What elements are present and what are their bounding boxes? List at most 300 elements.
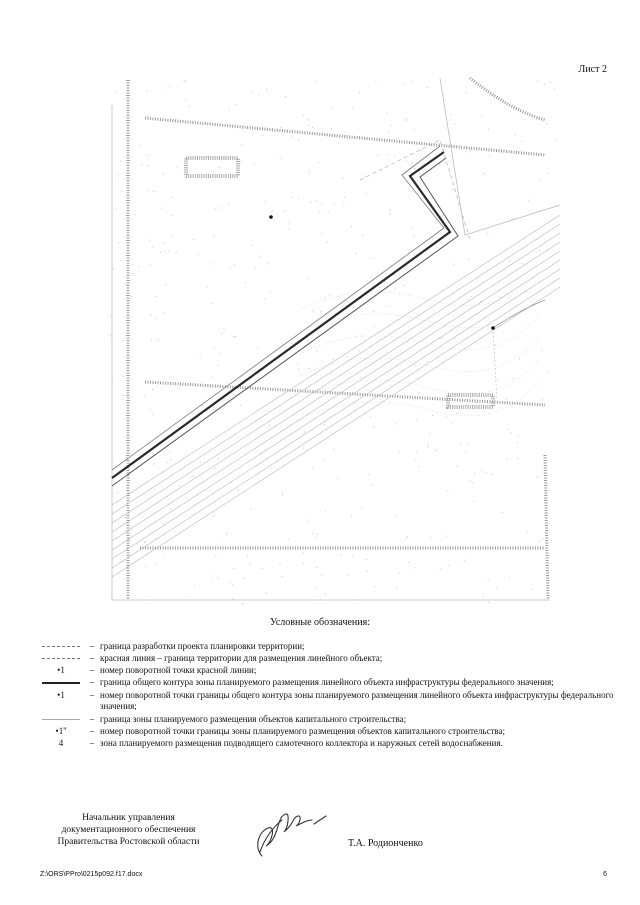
terrain-dot: [426, 87, 427, 88]
terrain-dot: [268, 263, 269, 264]
terrain-dot: [482, 596, 483, 597]
terrain-dot: [395, 515, 396, 516]
terrain-dot: [327, 242, 328, 243]
terrain-dot: [342, 178, 343, 179]
terrain-dot: [452, 189, 453, 190]
terrain-dot: [488, 602, 489, 603]
terrain-dot: [544, 83, 545, 84]
terrain-dot: [234, 265, 235, 266]
terrain-dot: [137, 469, 138, 470]
terrain-dot: [418, 392, 419, 393]
terrain-dot: [364, 176, 365, 177]
legend-dash: –: [89, 677, 95, 687]
solid-line-symbol: [38, 677, 84, 688]
terrain-dot: [185, 99, 186, 100]
terrain-dot: [155, 296, 156, 297]
terrain-dot: [398, 451, 399, 452]
terrain-dot: [291, 137, 292, 138]
position-line-2: документационного обеспечения: [61, 825, 196, 835]
terrain-dot: [228, 204, 229, 205]
terrain-dot: [324, 424, 325, 425]
terrain-dot: [506, 398, 507, 399]
terrain-dot: [200, 462, 201, 463]
terrain-dot: [164, 313, 165, 314]
terrain-dot: [386, 306, 387, 307]
terrain-dot: [138, 266, 139, 267]
terrain-dot: [176, 252, 177, 253]
terrain-dot: [153, 414, 154, 415]
terrain-dot: [555, 140, 556, 141]
legend-item: [38, 653, 618, 664]
terrain-dot: [416, 419, 417, 420]
terrain-dot: [121, 191, 122, 192]
terrain-dot: [288, 538, 289, 539]
terrain-dot: [539, 250, 540, 251]
terrain-dot: [125, 284, 126, 285]
terrain-dot: [354, 335, 355, 336]
terrain-dot: [206, 286, 207, 287]
territory-boundary: [440, 78, 560, 235]
terrain-dot: [430, 537, 431, 538]
terrain-dot: [362, 234, 363, 235]
terrain-dot: [366, 192, 367, 193]
terrain-dot: [347, 575, 348, 576]
dashed-line-symbol: [38, 653, 84, 664]
terrain-dot: [390, 210, 391, 211]
terrain-dot: [179, 485, 180, 486]
terrain-dot: [313, 467, 314, 468]
zone-boundary-line: [112, 287, 560, 577]
terrain-dot: [213, 235, 214, 236]
terrain-dot: [155, 563, 156, 564]
terrain-dot: [440, 569, 441, 570]
terrain-dot: [170, 508, 171, 509]
terrain-dot: [321, 233, 322, 234]
terrain-dot: [226, 533, 227, 534]
terrain-dot: [163, 242, 164, 243]
terrain-dot: [176, 167, 177, 168]
terrain-dot: [122, 399, 123, 400]
terrain-dot: [450, 114, 451, 115]
terrain-dot: [532, 589, 533, 590]
terrain-dot: [309, 368, 310, 369]
terrain-dot: [310, 202, 311, 203]
terrain-dot: [405, 538, 406, 539]
point-symbol-text: •1'': [55, 726, 67, 736]
terrain-dot: [340, 554, 341, 555]
terrain-dot: [307, 340, 308, 341]
terrain-dot: [303, 553, 304, 554]
terrain-dot: [474, 473, 475, 474]
terrain-dot: [471, 296, 472, 297]
road-band-middle: [145, 382, 545, 405]
terrain-dot: [473, 500, 474, 501]
terrain-dot: [155, 538, 156, 539]
terrain-dot: [321, 574, 322, 575]
terrain-dot: [436, 247, 437, 248]
terrain-dot: [158, 340, 159, 341]
terrain-dot: [109, 335, 110, 336]
terrain-dot: [508, 298, 509, 299]
terrain-dot: [508, 577, 509, 578]
terrain-dot: [316, 567, 317, 568]
terrain-dot: [247, 556, 248, 557]
terrain-dot: [270, 468, 271, 469]
terrain-dot: [233, 336, 234, 337]
legend-dash: –: [89, 665, 95, 675]
terrain-dot: [280, 157, 281, 158]
terrain-dot: [351, 226, 352, 227]
terrain-dot: [312, 533, 313, 534]
terrain-dot: [141, 164, 142, 165]
terrain-dot: [547, 123, 548, 124]
terrain-dot: [229, 110, 230, 111]
terrain-dot: [407, 341, 408, 342]
zone-boundary-line: [112, 215, 560, 505]
terrain-dot: [361, 507, 362, 508]
terrain-dot: [145, 396, 146, 397]
terrain-dot: [154, 464, 155, 465]
terrain-dot: [374, 586, 375, 587]
terrain-dot: [370, 258, 371, 259]
dashed-line-symbol: [38, 641, 84, 652]
terrain-dot: [362, 335, 363, 336]
terrain-dot: [308, 125, 309, 126]
terrain-dot: [347, 356, 348, 357]
terrain-dot: [211, 303, 212, 304]
footer-file-path: Z:\ORS\PPro\0215p092.f17.docx: [40, 871, 143, 878]
terrain-dot: [199, 356, 200, 357]
terrain-dot: [456, 413, 457, 414]
terrain-dot: [481, 470, 482, 471]
terrain-dot: [279, 564, 280, 565]
terrain-dot: [146, 90, 147, 91]
terrain-dot: [153, 191, 154, 192]
terrain-dot: [544, 499, 545, 500]
terrain-dot: [183, 80, 184, 81]
terrain-dot: [291, 343, 292, 344]
terrain-dot: [454, 123, 455, 124]
terrain-dot: [136, 543, 137, 544]
terrain-dot: [406, 160, 407, 161]
terrain-dot: [189, 106, 190, 107]
terrain-dot: [289, 222, 290, 223]
terrain-dot: [281, 576, 282, 577]
terrain-dot: [506, 458, 507, 459]
terrain-dot: [333, 448, 334, 449]
terrain-dot: [329, 295, 330, 296]
terrain-dot: [495, 345, 496, 346]
terrain-dot: [123, 375, 124, 376]
terrain-dot: [457, 466, 458, 467]
position-line-3: Правительства Ростовской области: [57, 837, 200, 847]
terrain-dot: [292, 197, 293, 198]
terrain-dot: [319, 211, 320, 212]
terrain-dot: [309, 345, 310, 346]
planned-zone-contour-offset: [112, 146, 444, 470]
legend-text: граница разработки проекта планировки территории;: [100, 641, 305, 651]
terrain-dot: [154, 488, 155, 489]
terrain-dot: [332, 107, 333, 108]
terrain-dot: [167, 462, 168, 463]
terrain-dot: [235, 104, 236, 105]
terrain-dot: [164, 551, 165, 552]
terrain-dot: [539, 179, 540, 180]
terrain-dot: [146, 155, 147, 156]
terrain-dot: [285, 96, 286, 97]
terrain-dot: [454, 338, 455, 339]
legend-dash: –: [89, 714, 95, 724]
terrain-dot: [214, 468, 215, 469]
terrain-dot: [148, 190, 149, 191]
terrain-dot: [218, 577, 219, 578]
terrain-dot: [221, 207, 222, 208]
terrain-dot: [408, 562, 409, 563]
terrain-dot: [145, 541, 146, 542]
terrain-dot: [316, 587, 317, 588]
terrain-dot: [379, 287, 380, 288]
terrain-dot: [148, 165, 149, 166]
terrain-dot: [510, 432, 511, 433]
terrain-dot: [394, 156, 395, 157]
legend-text: номер поворотной точки границы общего контура зоны планируемого размещения линейного объекта инфраструктуры федерального значения;: [100, 690, 614, 711]
terrain-dot: [323, 460, 324, 461]
terrain-dot: [280, 127, 281, 128]
terrain-dot: [161, 207, 162, 208]
point-symbol-text: •1: [57, 690, 65, 700]
sheet-label: Лист 2: [578, 64, 607, 75]
terrain-dot: [219, 353, 220, 354]
terrain-dot: [542, 399, 543, 400]
terrain-dot: [244, 578, 245, 579]
terrain-dot: [489, 156, 490, 157]
legend-item: [38, 665, 618, 676]
terrain-dot: [150, 265, 151, 266]
terrain-dot: [451, 422, 452, 423]
terrain-dot: [432, 415, 433, 416]
contour-line: [300, 336, 540, 376]
terrain-dot: [277, 214, 278, 215]
terrain-dot: [284, 210, 285, 211]
terrain-dot: [497, 378, 498, 379]
terrain-dot: [192, 425, 193, 426]
terrain-dot: [321, 203, 322, 204]
terrain-dot: [153, 246, 154, 247]
terrain-dot: [250, 564, 251, 565]
map-annotation-block: [186, 158, 238, 176]
zone-boundary-line: [112, 233, 560, 523]
terrain-dot: [258, 94, 259, 95]
terrain-dot: [374, 326, 375, 327]
terrain-dot: [488, 580, 489, 581]
legend: [38, 641, 618, 750]
terrain-dot: [213, 515, 214, 516]
terrain-dot: [298, 197, 299, 198]
terrain-dot: [330, 128, 331, 129]
terrain-dot: [367, 570, 368, 571]
terrain-dot: [509, 260, 510, 261]
terrain-dot: [241, 144, 242, 145]
terrain-dot: [521, 141, 522, 142]
terrain-dot: [460, 443, 461, 444]
terrain-dot: [465, 451, 466, 452]
terrain-dot: [541, 349, 542, 350]
terrain-dot: [333, 359, 334, 360]
terrain-dot: [496, 588, 497, 589]
signatory-position: [46, 812, 211, 848]
terrain-dot: [312, 127, 313, 128]
legend-item: [38, 690, 618, 712]
terrain-dot: [339, 297, 340, 298]
point-symbol: [38, 690, 84, 701]
terrain-dot: [316, 351, 317, 352]
contour-line: [300, 270, 540, 310]
terrain-dot: [113, 268, 114, 269]
terrain-dot: [324, 510, 325, 511]
terrain-dot: [550, 82, 551, 83]
terrain-dot: [436, 450, 437, 451]
terrain-dot: [241, 161, 242, 162]
terrain-dot: [528, 200, 529, 201]
red-line-dashed: [360, 140, 470, 240]
terrain-dot: [272, 211, 273, 212]
terrain-dot: [428, 446, 429, 447]
terrain-dot: [420, 141, 421, 142]
point-symbol: [38, 665, 84, 676]
terrain-dot: [282, 495, 283, 496]
terrain-dot: [257, 347, 258, 348]
terrain-dot: [399, 572, 400, 573]
zone-boundary-line: [112, 242, 560, 532]
terrain-dot: [316, 200, 317, 201]
planned-zone-contour: [112, 152, 450, 478]
terrain-dot: [334, 203, 335, 204]
turning-points-layer: [269, 215, 495, 330]
terrain-dot: [519, 358, 520, 359]
terrain-dot: [414, 129, 415, 130]
terrain-dot: [412, 162, 413, 163]
terrain-dot: [255, 267, 256, 268]
terrain-dot: [250, 508, 251, 509]
terrain-dot: [395, 287, 396, 288]
terrain-dot: [470, 480, 471, 481]
terrain-dot: [303, 563, 304, 564]
terrain-dot: [186, 497, 187, 498]
terrain-dot: [215, 556, 216, 557]
terrain-dot: [446, 416, 447, 417]
terrain-dot: [549, 596, 550, 597]
terrain-dot: [186, 597, 187, 598]
terrain-dot: [429, 433, 430, 434]
terrain-dot: [251, 91, 252, 92]
terrain-dot: [139, 145, 140, 146]
terrain-dot: [416, 451, 417, 452]
terrain-dot: [542, 538, 543, 539]
legend-dash: –: [89, 738, 95, 748]
turning-point: [491, 326, 495, 330]
terrain-dot: [270, 291, 271, 292]
terrain-dot: [212, 171, 213, 172]
legend-dash: –: [89, 690, 95, 700]
legend-text: граница общего контура зоны планируемого размещения линейного объекта инфраструктуры федерального значения;: [100, 677, 554, 687]
terrain-dot: [152, 389, 153, 390]
terrain-dot: [212, 575, 213, 576]
terrain-dot: [303, 115, 304, 116]
terrain-dot: [312, 310, 313, 311]
terrain-dot: [353, 107, 354, 108]
terrain-dot: [324, 594, 325, 595]
terrain-dot: [396, 587, 397, 588]
terrain-dot: [367, 389, 368, 390]
terrain-dot: [491, 474, 492, 475]
legend-item: [38, 641, 618, 652]
terrain-dot: [466, 92, 467, 93]
terrain-dot: [266, 89, 267, 90]
terrain-dot: [198, 254, 199, 255]
terrain-dot: [420, 150, 421, 151]
terrain-dot: [512, 378, 513, 379]
terrain-dot: [265, 201, 266, 202]
terrain-dot: [160, 252, 161, 253]
terrain-dot: [322, 361, 323, 362]
planned-zone-contour-offset: [112, 158, 458, 486]
terrain-dot: [265, 449, 266, 450]
terrain-dot: [131, 296, 132, 297]
terrain-dot: [210, 263, 211, 264]
road-band-top: [145, 118, 545, 155]
terrain-dot: [168, 250, 169, 251]
terrain-dot: [170, 86, 171, 87]
thin-line-symbol: [38, 714, 84, 725]
terrain-dot: [368, 474, 369, 475]
terrain-dot: [418, 466, 419, 467]
terrain-dot: [165, 284, 166, 285]
terrain-dot: [281, 492, 282, 493]
terrain-dot: [122, 340, 123, 341]
page-number: 6: [603, 871, 607, 878]
terrain-dot: [156, 317, 157, 318]
legend-text: зона планируемого размещения подводящего самотечного коллектора и наружных сетей водоснабжения.: [100, 738, 503, 748]
terrain-dot: [302, 447, 303, 448]
terrain-dot: [419, 172, 420, 173]
terrain-dot: [308, 119, 309, 120]
terrain-dot: [162, 174, 163, 175]
terrain-dot: [389, 213, 390, 214]
terrain-dot: [262, 134, 263, 135]
terrain-dot: [151, 314, 152, 315]
terrain-dot: [237, 490, 238, 491]
terrain-dot: [298, 140, 299, 141]
terrain-dot: [444, 149, 445, 150]
terrain-dot: [481, 115, 482, 116]
terrain-dot: [347, 301, 348, 302]
terrain-dot: [307, 277, 308, 278]
terrain-dot: [123, 395, 124, 396]
number-symbol: [38, 738, 84, 749]
terrain-dot: [254, 163, 255, 164]
terrain-dot: [465, 151, 466, 152]
terrain-dot: [439, 163, 440, 164]
terrain-dot: [260, 256, 261, 257]
terrain-dot: [115, 208, 116, 209]
terrain-dot: [211, 376, 212, 377]
turning-point: [269, 215, 273, 219]
terrain-dot: [185, 81, 186, 82]
terrain-dot: [310, 170, 311, 171]
terrain-dot: [233, 568, 234, 569]
terrain-dot: [315, 370, 316, 371]
terrain-dot: [375, 81, 376, 82]
